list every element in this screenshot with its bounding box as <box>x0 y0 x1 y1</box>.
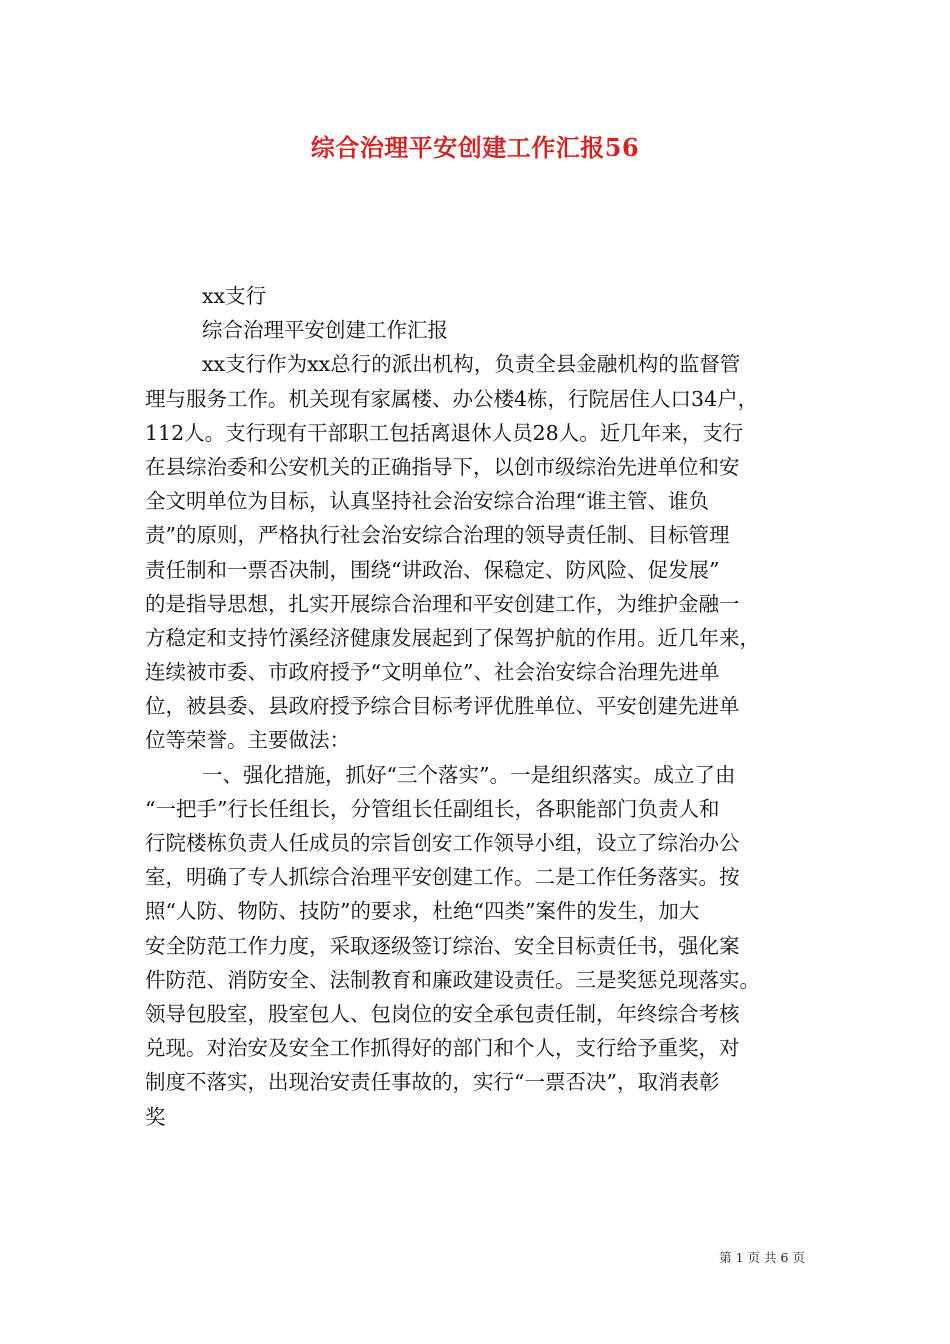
text-line: xx支行 <box>202 284 267 308</box>
text-line: 位等荣誉。主要做法： <box>145 728 350 753</box>
text-line: 制度不落实，出现治安责任事故的，实行“一票否决”，取消表彰 <box>145 1070 720 1095</box>
text-line: xx支行作为xx总行的派出机构，负责全县金融机构的监督管 <box>202 352 741 377</box>
text-line: 的是指导思想，扎实开展综合治理和平安创建工作，为维护金融一 <box>145 591 740 616</box>
footer-prefix: 第 <box>719 1250 732 1265</box>
text-line: 连续被市委、市政府授予“文明单位”、社会治安综合治理先进单 <box>145 660 720 685</box>
text-line: 理与服务工作。机关现有家属楼、办公楼4栋，行院居住人口34户， <box>145 386 759 411</box>
text-line: 位，被县委、县政府授予综合目标考评优胜单位、平安创建先进单 <box>145 694 740 719</box>
text-line: 行院楼栋负责人任成员的宗旨创安工作领导小组，设立了综治办公 <box>145 831 740 855</box>
text-line: 方稳定和支持竹溪经济健康发展起到了保驾护航的作用。近几年来， <box>145 625 760 650</box>
text-line: 责”的原则，严格执行社会治安综合治理的领导责任制、目标管理 <box>145 523 730 548</box>
document-body <box>145 279 825 1134</box>
text-line: 112人。支行现有干部职工包括离退休人员28人。近几年来，支行 <box>145 420 744 445</box>
text-line: 兑现。对治安及安全工作抓得好的部门和个人，支行给予重奖，对 <box>145 1036 740 1061</box>
text-line: 责任制和一票否决制，围绕“讲政治、保稳定、防风险、促发展” <box>145 557 720 582</box>
footer-total-pages: 6 <box>780 1250 789 1265</box>
text-line: 领导包股室，股室包人、包岗位的安全承包责任制，年终综合考核 <box>145 1001 740 1026</box>
footer-suffix: 页 <box>792 1250 805 1265</box>
text-line: 在县综治委和公安机关的正确指导下，以创市级综治先进单位和安 <box>145 454 740 479</box>
text-line: 综合治理平安创建工作汇报 <box>202 318 448 343</box>
text-line: 奖 <box>145 1104 166 1129</box>
text-line: 照“人防、物防、技防”的要求，杜绝“四类”案件的发生，加大 <box>145 899 700 924</box>
text-line: 全文明单位为目标，认真坚持社会治安综合治理“谁主管、谁负 <box>145 489 709 514</box>
footer-middle: 页 共 <box>747 1250 777 1265</box>
text-line: 室，明确了专人抓综合治理平安创建工作。二是工作任务落实。按 <box>145 865 740 890</box>
text-line: “一把手”行长任组长，分管组长任副组长，各职能部门负责人和 <box>145 796 720 821</box>
text-line: 件防范、消防安全、法制教育和廉政建设责任。三是奖惩兑现落实。 <box>145 967 760 992</box>
text-line: 安全防范工作力度，采取逐级签订综治、安全目标责任书，强化案 <box>145 933 740 958</box>
text-line: 一、强化措施，抓好“三个落实”。一是组织落实。成立了由 <box>202 762 736 787</box>
page-title: 综合治理平安创建工作汇报56 <box>310 133 640 162</box>
page-footer <box>719 1248 805 1266</box>
footer-current-page: 1 <box>735 1250 744 1265</box>
